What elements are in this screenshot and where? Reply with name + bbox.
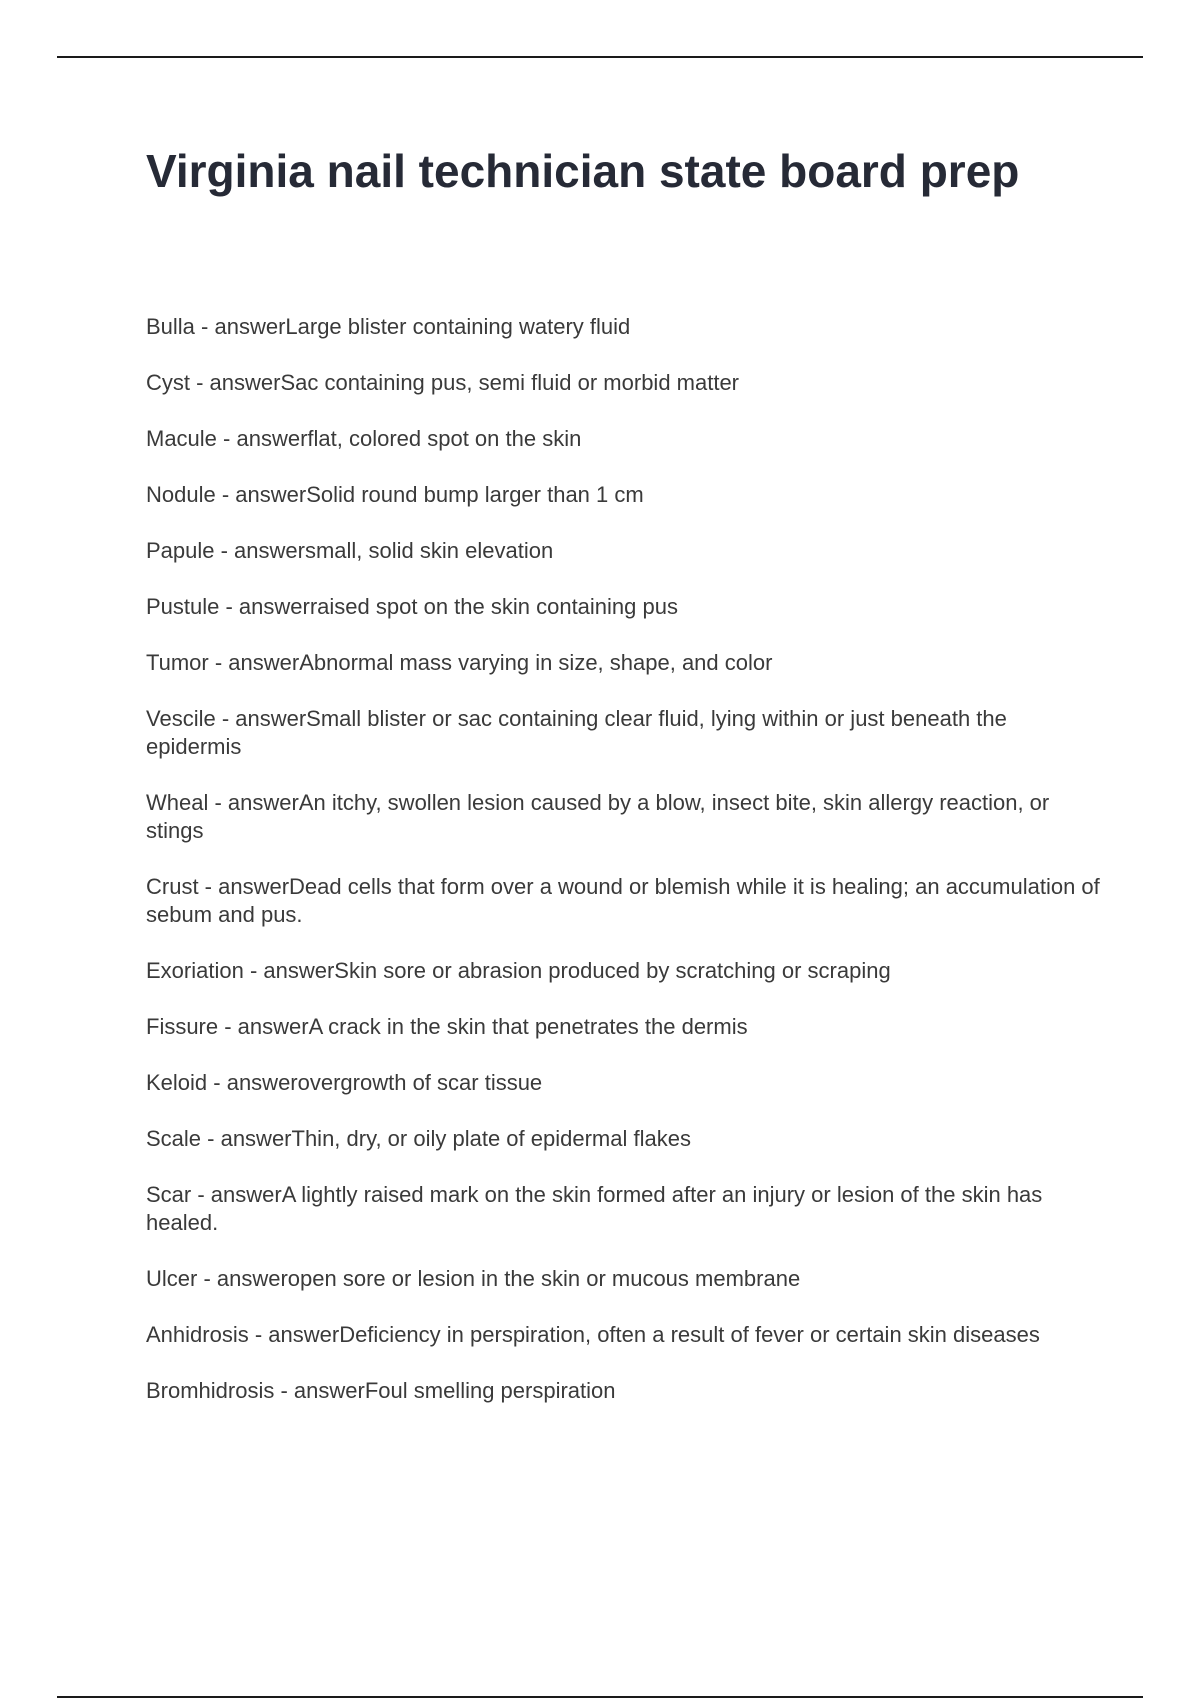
bottom-rule: [57, 1696, 1143, 1698]
list-item: Scar - answerA lightly raised mark on the skin formed after an injury or lesion of the skin has healed.: [146, 1182, 1043, 1235]
list-item: Fissure - answerA crack in the skin that penetrates the dermis: [146, 1014, 748, 1039]
list-item: Bulla - answerLarge blister containing watery fluid: [146, 314, 631, 339]
top-rule: [57, 56, 1143, 58]
list-item: Papule - answersmall, solid skin elevation: [146, 538, 554, 563]
list-item: Nodule - answerSolid round bump larger than 1 cm: [146, 482, 644, 507]
list-item: Bromhidrosis - answerFoul smelling perspiration: [146, 1378, 616, 1403]
list-item: Macule - answerflat, colored spot on the skin: [146, 426, 582, 451]
list-item: Crust - answerDead cells that form over a wound or blemish while it is healing; an accumulation of sebum and pus.: [146, 874, 1100, 927]
list-item: Wheal - answerAn itchy, swollen lesion caused by a blow, insect bite, skin allergy reaction, or stings: [146, 790, 1050, 843]
list-item: Anhidrosis - answerDeficiency in perspiration, often a result of fever or certain skin diseases: [146, 1322, 1040, 1347]
list-item: Pustule - answerraised spot on the skin containing pus: [146, 594, 678, 619]
list-item: Ulcer - answeropen sore or lesion in the skin or mucous membrane: [146, 1266, 801, 1291]
list-item: Scale - answerThin, dry, or oily plate of epidermal flakes: [146, 1126, 691, 1151]
list-item: Exoriation - answerSkin sore or abrasion produced by scratching or scraping: [146, 958, 891, 983]
list-item: Cyst - answerSac containing pus, semi fluid or morbid matter: [146, 370, 740, 395]
page-title: Virginia nail technician state board prep: [146, 145, 1020, 197]
list-item: Tumor - answerAbnormal mass varying in size, shape, and color: [146, 650, 773, 675]
flashcard-list: [146, 313, 1101, 1433]
list-item: Vescile - answerSmall blister or sac containing clear fluid, lying within or just beneath the epidermis: [146, 706, 1007, 759]
list-item: Keloid - answerovergrowth of scar tissue: [146, 1070, 543, 1095]
